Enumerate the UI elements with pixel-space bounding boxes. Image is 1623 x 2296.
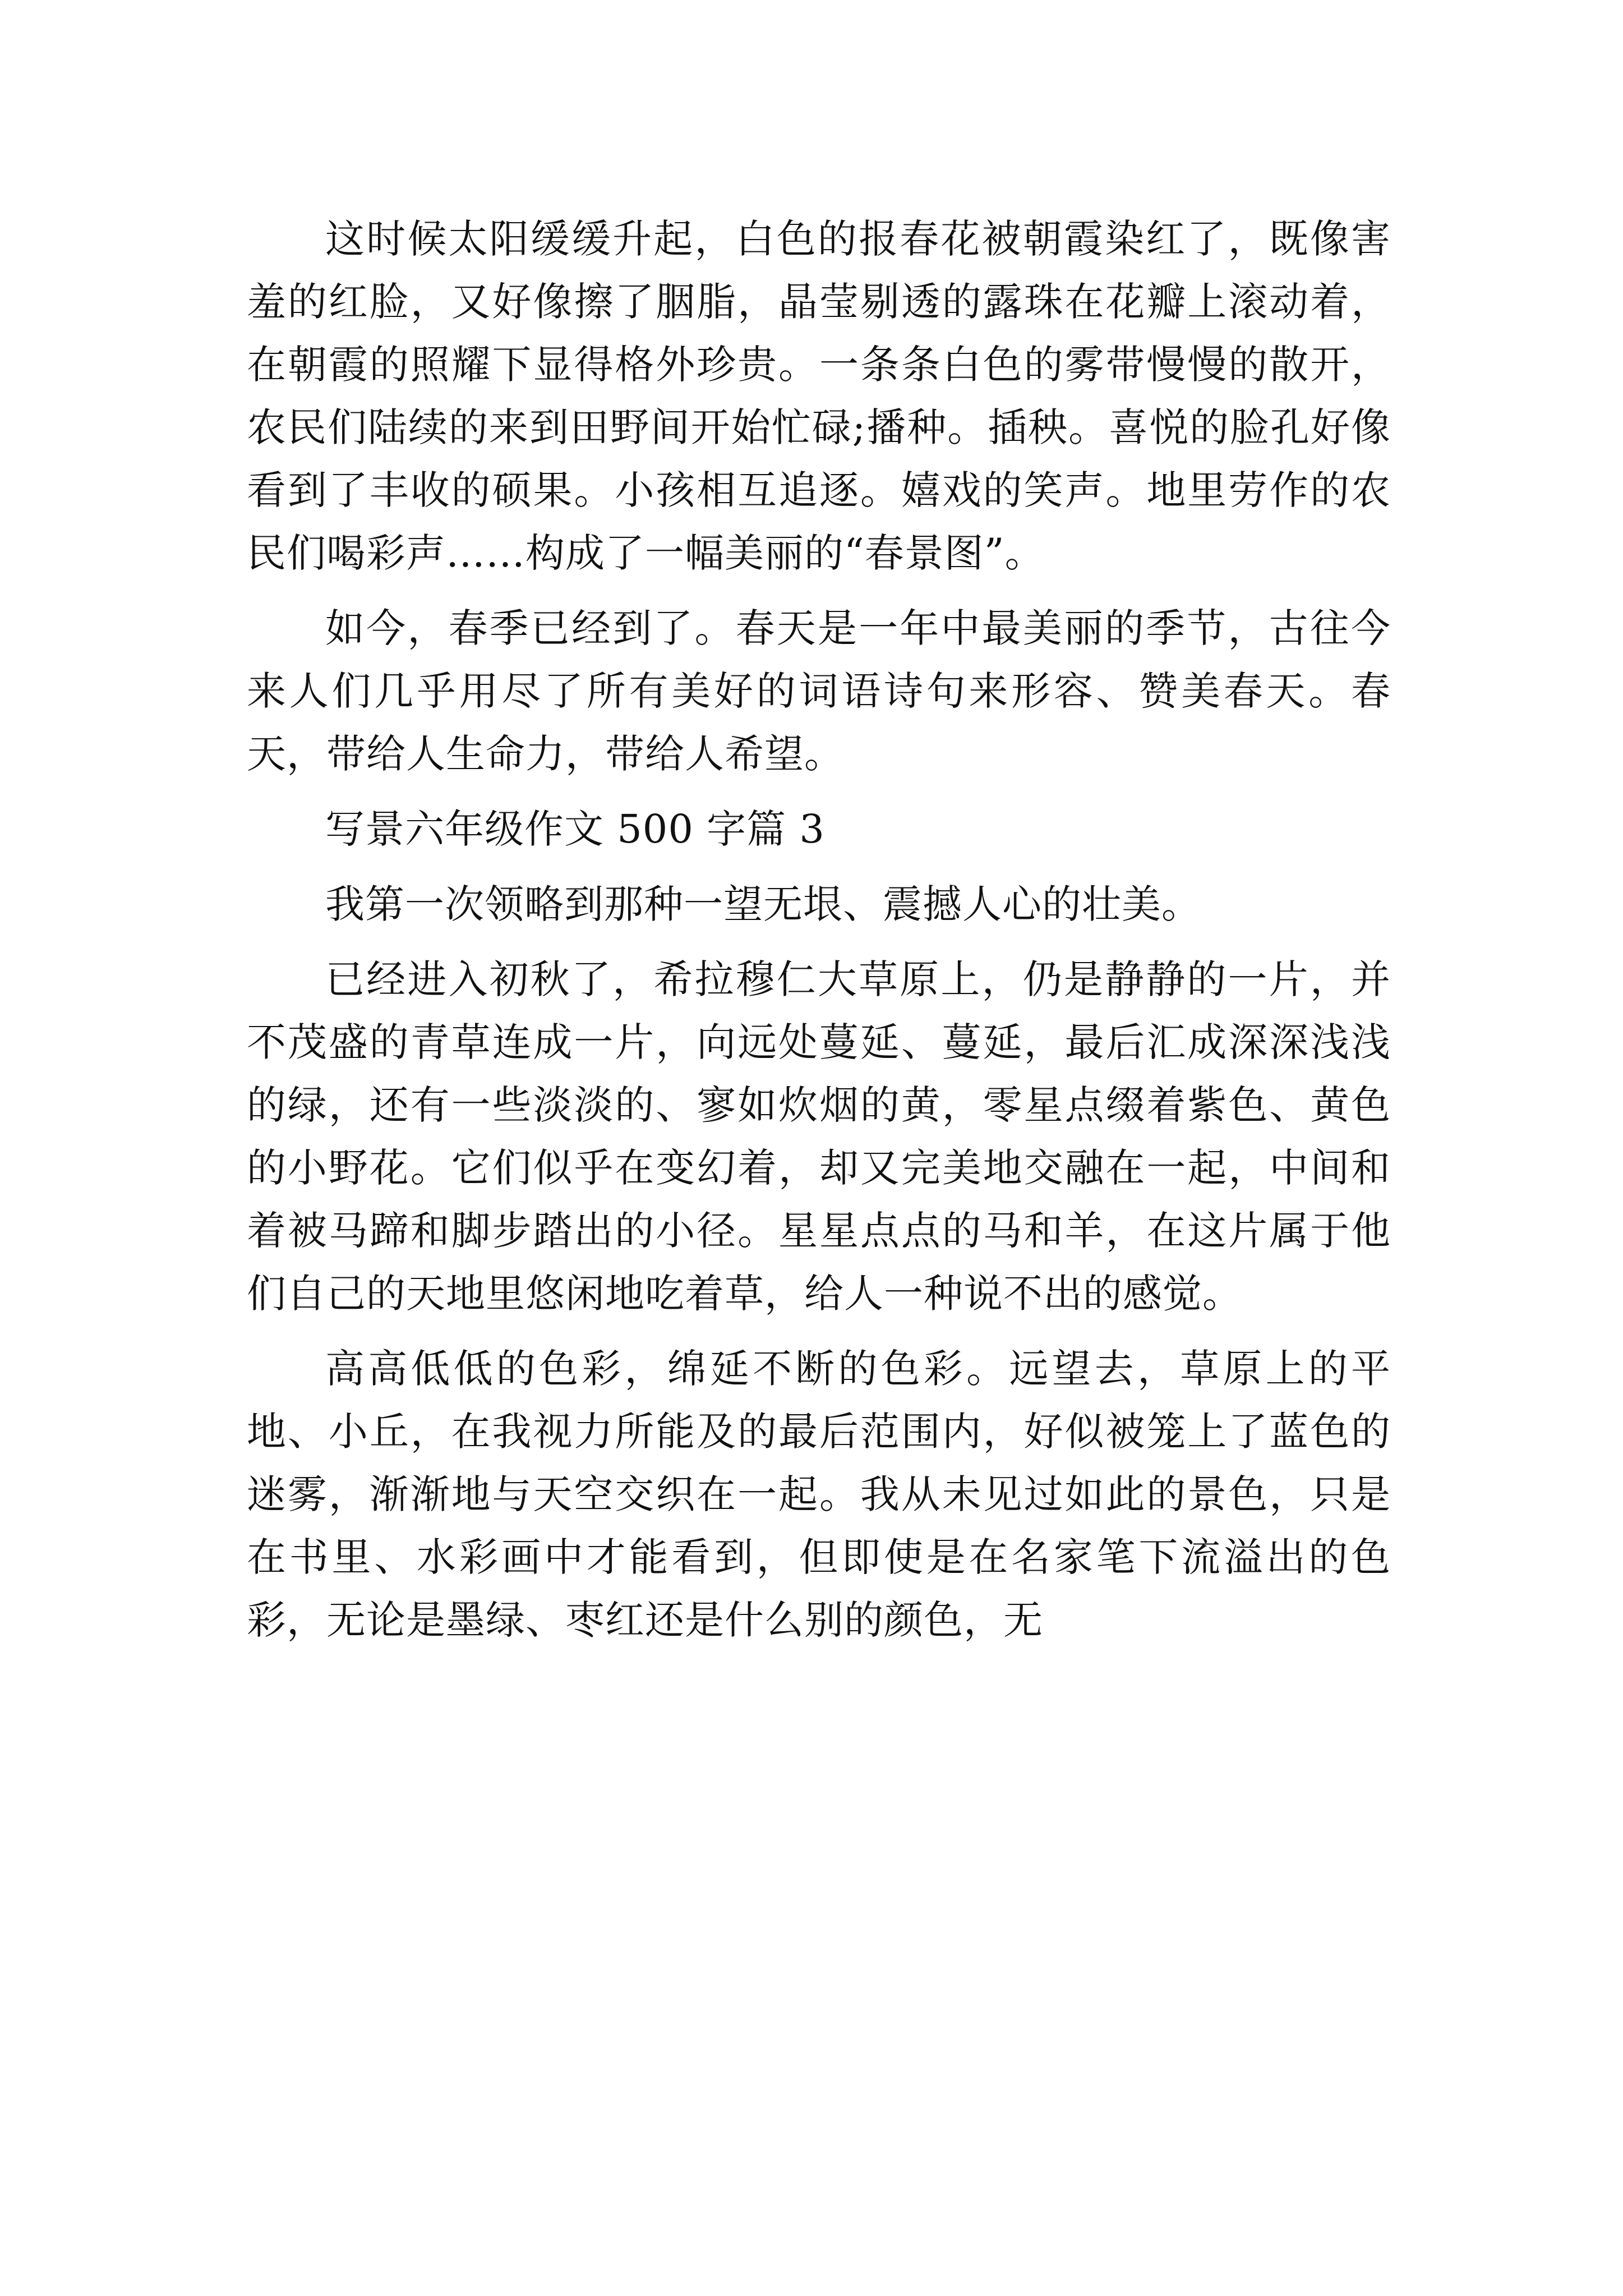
paragraph-grassland-autumn: 已经进入初秋了，希拉穆仁大草原上，仍是静静的一片，并不茂盛的青草连成一片，向远处蔓延、蔓延，最后汇成深深浅浅的绿，还有一些淡淡的、寥如炊烟的黄，零星点缀着紫色、黄色的小野花。它们似乎在变幻着，却又完美地交融在一起，中间和着被马蹄和脚步踏出的小径。星星点点的马和羊，在这片属于他们自己的天地里悠闲地吃着草，给人一种说不出的感觉。 <box>247 956 1391 1317</box>
paragraph-spring-arrived: 如今，春季已经到了。春天是一年中最美丽的季节，古往今来人们几乎用尽了所有美好的词语诗句来形容、赞美春天。春天，带给人生命力，带给人希望。 <box>247 605 1391 777</box>
paragraph-colors-distance: 高高低低的色彩，绵延不断的色彩。远望去，草原上的平地、小丘，在我视力所能及的最后范围内，好似被笼上了蓝色的迷雾，渐渐地与天空交织在一起。我从未见过如此的景色，只是在书里、水彩画中才能看到，但即使是在名家笔下流溢出的色彩，无论是墨绿、枣红还是什么别的颜色，无 <box>247 1346 1391 1643</box>
section-heading: 写景六年级作文 500 字篇 3 <box>325 806 825 852</box>
paragraph-first-impression: 我第一次领略到那种一望无垠、震撼人心的壮美。 <box>325 881 1201 927</box>
paragraph-sunrise-scene: 这时候太阳缓缓升起，白色的报春花被朝霞染红了，既像害羞的红脸，又好像擦了胭脂，晶莹剔透的露珠在花瓣上滚动着，在朝霞的照耀下显得格外珍贵。一条条白色的雾带慢慢的散开，农民们陆续的来到田野间开始忙碌;播种。插秧。喜悦的脸孔好像看到了丰收的硕果。小孩相互追逐。嬉戏的笑声。地里劳作的农民们喝彩声……构成了一幅美丽的“春景图”。 <box>247 216 1391 576</box>
document-body <box>247 208 1391 1651</box>
